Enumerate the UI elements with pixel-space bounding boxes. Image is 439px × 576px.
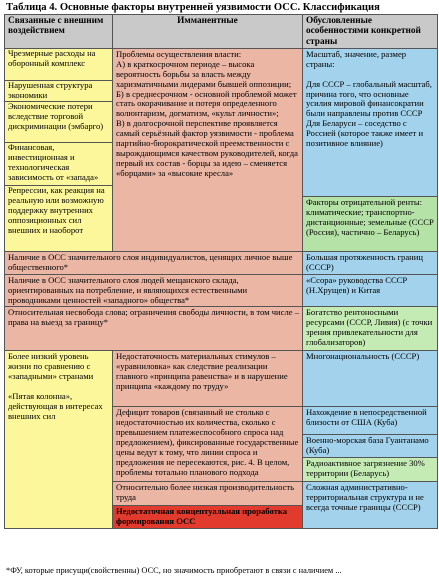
radioactive-cell: Радиоактивное загрязнение 30% территории (Беларусь) <box>303 458 438 482</box>
external-factor: Чрезмерные расходы на оборонный комплекс <box>5 49 112 81</box>
header-immanent: Имманентные <box>113 15 303 49</box>
usa-proximity-cell: Нахождение в непосредственной близости от США (Куба) <box>303 407 438 435</box>
country-scale-cell: Масштаб, значение, размер страны: Для СССР – глобальный масштаб, причина того, что основные усилия мировой финансократии были направлены против СССР Для Беларуси – соседство с Россией (которое также имеет и позитивное влияние) <box>303 48 438 196</box>
freedom-row: Относительная несвобода слова; ограничения свободы личности, в том числе – права на выезд за границу* <box>5 307 303 351</box>
negative-rent-cell: Факторы отрицательной ренты: климатические; транспортно-дистанционные; земельные (СССР (Россия), частично – Беларусь) <box>303 196 438 251</box>
conceptual-cell: Недостаточная концептуальная проработка формирования ОСС <box>113 506 303 529</box>
footnote: *ФУ, которые присущи(свойственны) ОСС, но значимость приобретают в связи с наличием ... <box>6 566 342 575</box>
table-title: Таблица 4. Основные факторы внутренней уязвимости ОСС. Классификация <box>6 2 380 13</box>
rent-resources-cell: Богатство рентоносными ресурсами (СССР, Ливия) (с точки зрения привлекательности для глобализаторов) <box>303 307 438 351</box>
shortage-cell: Дефицит товаров (связанный не столько с недостаточностью их количества, сколько с превышением платежеспособного спроса над предложением), фиксированные государственные цены ведут к тому, что линии спроса и предложения не пересекаются, рис. 4. В целом, проблемы тотально планового подхода <box>113 407 303 482</box>
consumerism-row: Наличие в ОСС значительного слоя людей мещанского склада, ориентированных на потребление, и являющихся естественными проводниками ценностей «западного» общества* <box>5 274 303 307</box>
guantanamo-cell: Военно-морская база Гуантанамо (Куба) <box>303 435 438 458</box>
living-standard-cell: Более низкий уровень жизни по сравнению с «западными» странами «Пятая колонна», действующая в интересах внешних сил <box>5 351 113 529</box>
power-problems-cell: Проблемы осуществления власти: А) в краткосрочном периоде – высока вероятность борьбы за власть между харизматичными лидерами бывшей оппозиции; Б) в среднесрочном - основной проблемой может стать окорачивание и потеря определенного волюнтаризм, догматизм, «культ личности»; В) в долгосрочной перспективе проявляется самый серьёзный фактор уязвимости - проблема партийно-бюрократической преемственности с вырождающимся качеством руководителей, когда первый их состав - борцы за идею – сменяется «борцами» за «высокие кресла» <box>113 48 303 251</box>
vulnerability-table <box>4 14 438 529</box>
incentives-cell: Недостаточность материальных стимулов – «уравниловка» как следствие реализации главного «принципа равенства» и в нарушение принципа «каждому по труду» <box>113 351 303 407</box>
external-factor: Финансовая, инвестиционная и технологическая зависимость от «запада» <box>5 143 112 186</box>
individualists-row: Наличие в ОСС значительного слоя индивидуалистов, ценящих личное выше общественного* <box>5 251 303 274</box>
productivity-cell: Относительно более низкая производительность труда <box>113 482 303 506</box>
header-external: Связанные с внешним воздействием <box>5 15 113 49</box>
external-factor: Экономические потери вследствие торговой дискриминации (эмбарго) <box>5 102 112 143</box>
header-country-specific: Обусловленные особенностями конкретной страны <box>303 15 438 49</box>
external-factor: Нарушенная структура экономики <box>5 81 112 102</box>
long-borders-cell: Большая протяженность границ (СССР) <box>303 251 438 274</box>
multinational-cell: Многонациональность (СССР) <box>303 351 438 407</box>
external-factor: Репрессии, как реакция на реальную или возможную поддержку внутренних оппозиционных сил внешних и наоборот <box>8 184 105 235</box>
external-factors-cell <box>5 48 113 251</box>
admin-structure-cell: Сложная административно-территориальная структура и не всегда точные границы (СССР) <box>303 482 438 529</box>
ussr-china-cell: «Ссора» руководства СССР (Н.Хрущев) и Китая <box>303 274 438 307</box>
